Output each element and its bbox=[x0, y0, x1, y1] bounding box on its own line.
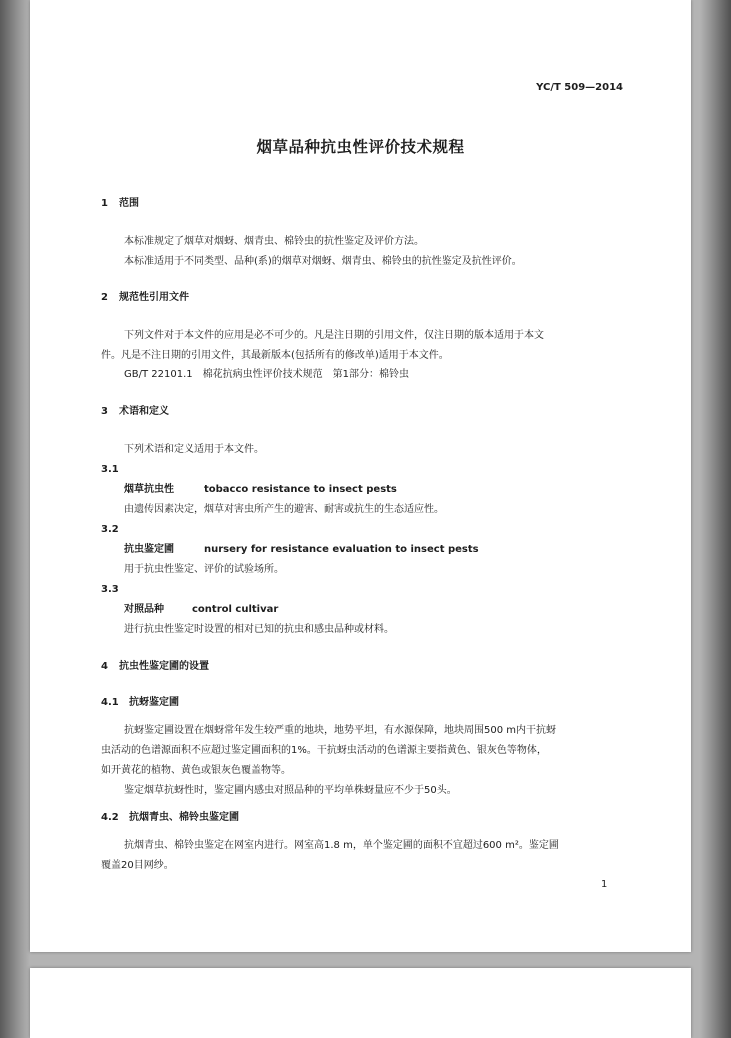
section-1-para-2: 本标准适用于不同类型、品种(系)的烟草对烟蚜、烟青虫、棉铃虫的抗性鉴定及抗性评价。 bbox=[124, 256, 522, 267]
section-3-intro: 下列术语和定义适用于本文件。 bbox=[124, 444, 264, 455]
term-3-3-english: control cultivar bbox=[192, 604, 279, 615]
next-page-edge bbox=[30, 968, 691, 1038]
section-1-number: 1 bbox=[101, 198, 108, 209]
term-3-3-number: 3.3 bbox=[101, 584, 119, 595]
term-3-2-english: nursery for resistance evaluation to insect pests bbox=[204, 544, 479, 555]
term-3-1-definition: 由遗传因素决定，烟草对害虫所产生的避害、耐害或抗生的生态适应性。 bbox=[124, 504, 444, 515]
section-4-1-number: 4.1 bbox=[101, 697, 119, 708]
section-1-heading: 范围 bbox=[119, 198, 139, 209]
section-3-heading: 术语和定义 bbox=[119, 406, 169, 417]
section-2-para-line-2: 件。凡是不注日期的引用文件，其最新版本(包括所有的修改单)适用于本文件。 bbox=[101, 350, 449, 361]
section-4-heading: 抗虫性鉴定圃的设置 bbox=[119, 661, 209, 672]
section-4-1-line-2: 虫活动的色谱源面积不应超过鉴定圃面积的1%。干抗蚜虫活动的色谱源主要指黄色、银灰色等物体， bbox=[101, 745, 547, 756]
term-3-2-definition: 用于抗虫性鉴定、评价的试验场所。 bbox=[124, 564, 284, 575]
section-4-2-number: 4.2 bbox=[101, 812, 119, 823]
term-3-1-english: tobacco resistance to insect pests bbox=[204, 484, 397, 495]
document-title: 烟草品种抗虫性评价技术规程 bbox=[256, 138, 465, 156]
section-4-1-line-4: 鉴定烟草抗蚜性时，鉴定圃内感虫对照品种的平均单株蚜量应不少于50头。 bbox=[124, 785, 457, 796]
section-4-1-heading: 抗蚜鉴定圃 bbox=[129, 697, 179, 708]
document-page bbox=[30, 0, 691, 952]
section-2-number: 2 bbox=[101, 292, 108, 303]
term-3-2-number: 3.2 bbox=[101, 524, 119, 535]
standard-code: YC/T 509—2014 bbox=[536, 82, 623, 93]
section-4-number: 4 bbox=[101, 661, 108, 672]
section-3-number: 3 bbox=[101, 406, 108, 417]
term-3-2-name: 抗虫鉴定圃 bbox=[124, 544, 174, 555]
page-number: 1 bbox=[601, 879, 608, 890]
term-3-1-name: 烟草抗虫性 bbox=[124, 484, 174, 495]
section-2-para-line-1: 下列文件对于本文件的应用是必不可少的。凡是注日期的引用文件，仅注日期的版本适用于本文 bbox=[124, 330, 544, 341]
section-2-reference: GB/T 22101.1 棉花抗病虫性评价技术规范 第1部分：棉铃虫 bbox=[124, 369, 409, 380]
section-4-1-line-1: 抗蚜鉴定圃设置在烟蚜常年发生较严重的地块，地势平坦，有水源保障，地块周围500 m内干抗蚜 bbox=[124, 725, 557, 736]
section-2-heading: 规范性引用文件 bbox=[119, 292, 189, 303]
section-4-2-line-1: 抗烟青虫、棉铃虫鉴定在网室内进行。网室高1.8 m，单个鉴定圃的面积不宜超过600 m²。鉴定圃 bbox=[124, 840, 559, 851]
section-1-para-1: 本标准规定了烟草对烟蚜、烟青虫、棉铃虫的抗性鉴定及评价方法。 bbox=[124, 236, 424, 247]
term-3-3-definition: 进行抗虫性鉴定时设置的相对已知的抗虫和感虫品种或材料。 bbox=[124, 624, 394, 635]
section-4-1-line-3: 如开黄花的植物、黄色或银灰色覆盖物等。 bbox=[101, 765, 291, 776]
section-4-2-line-2: 覆盖20目网纱。 bbox=[101, 860, 174, 871]
term-3-3-name: 对照品种 bbox=[124, 604, 164, 615]
term-3-1-number: 3.1 bbox=[101, 464, 119, 475]
section-4-2-heading: 抗烟青虫、棉铃虫鉴定圃 bbox=[129, 812, 239, 823]
